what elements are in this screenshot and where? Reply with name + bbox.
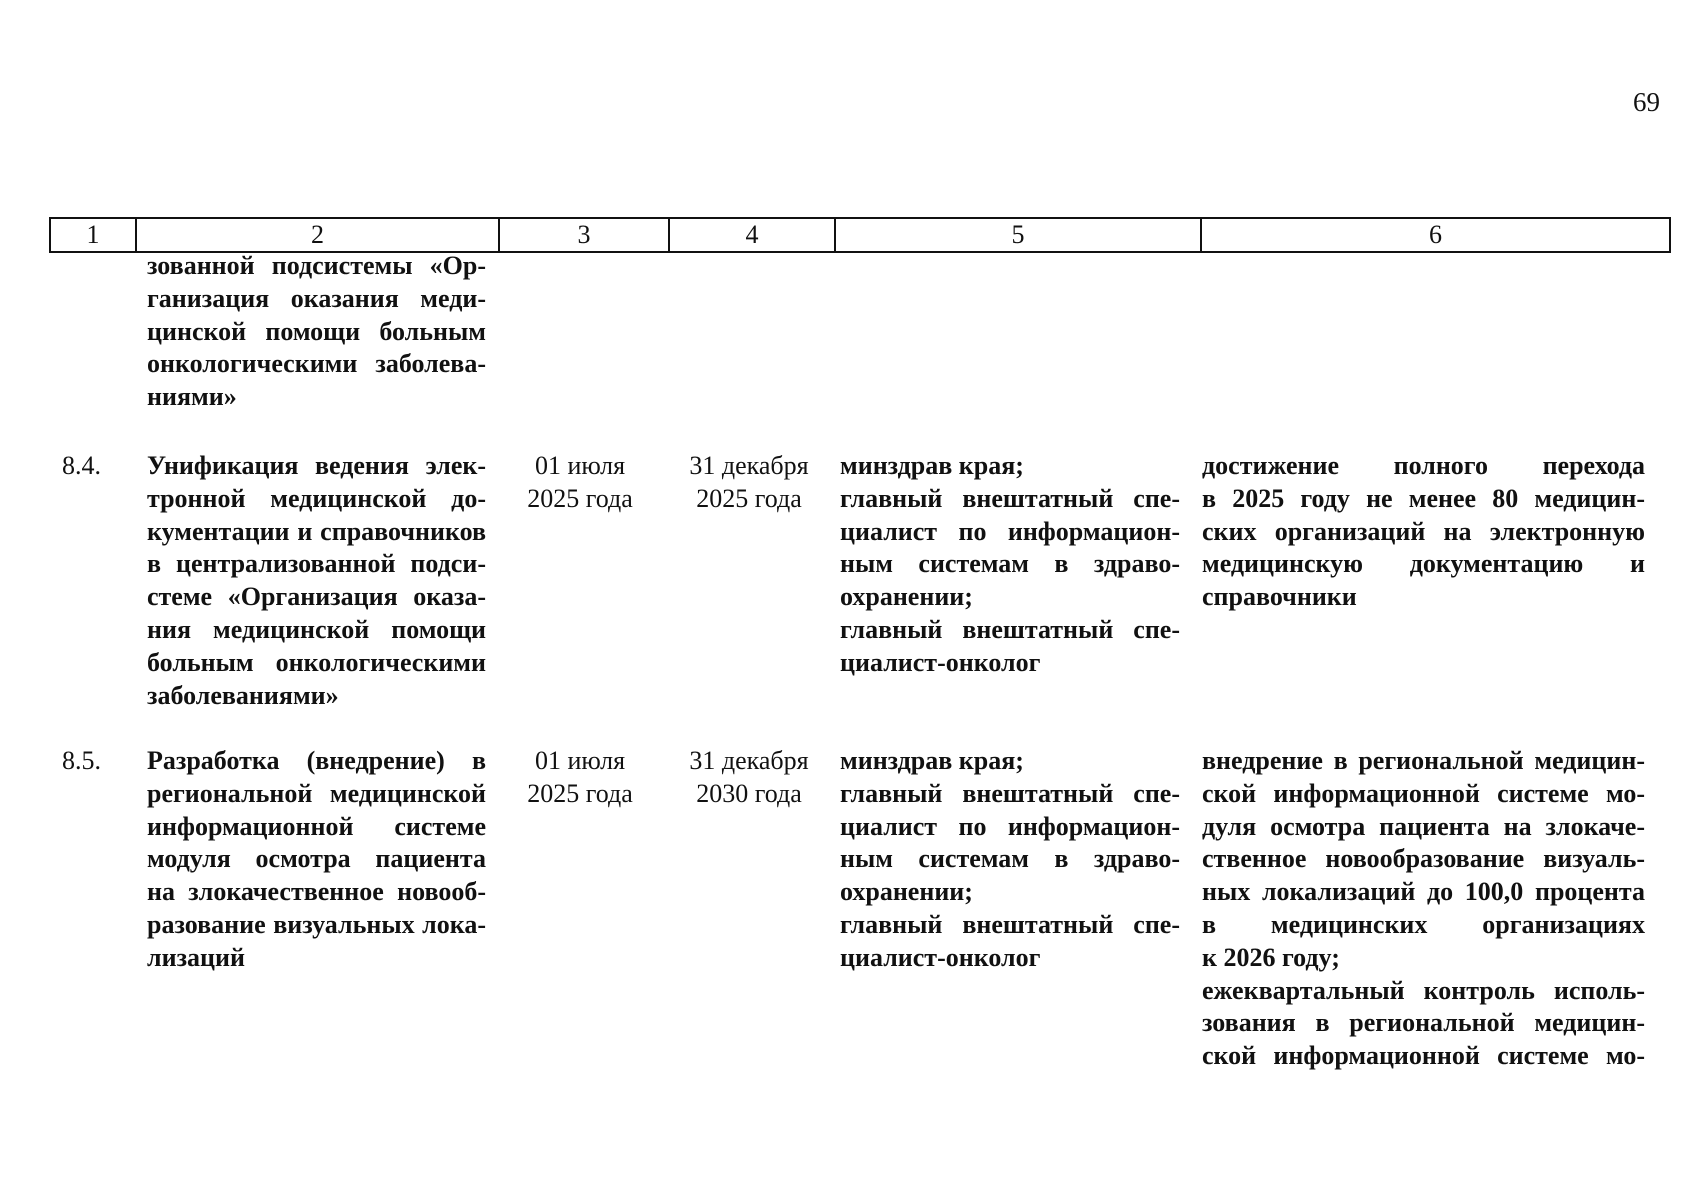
text-line: ным системам в здраво-: [840, 549, 1180, 579]
header-col-1: 1: [50, 218, 136, 252]
text-line: лизаций: [147, 942, 245, 972]
text-line: ным системам в здраво-: [840, 844, 1180, 874]
text-line: разование визуальных лока-: [147, 909, 486, 939]
text-line: достижение полного перехода: [1202, 451, 1645, 480]
text-line: на злокачественное новооб-: [147, 877, 486, 907]
text-line: ственное новообразование визуаль-: [1202, 844, 1645, 874]
text-line: ния медицинской помощи: [147, 614, 486, 644]
row-8-4-start-date: [500, 450, 660, 516]
text-line: ской информационной системе мо-: [1202, 1041, 1645, 1071]
text-line: в централизованной подси-: [147, 549, 486, 579]
row-number: 8.4.: [62, 451, 101, 480]
text-line: зования в региональной медицин-: [1202, 1008, 1645, 1038]
text-line: ных локализаций до 100,0 процента: [1202, 877, 1645, 907]
text-line: цинской помощи больным: [147, 316, 486, 346]
text-line: 01 июля: [534, 746, 626, 775]
text-line: справочники: [1202, 582, 1357, 612]
text-line: информационной системе: [147, 811, 486, 841]
text-line: 31 декабря: [689, 746, 809, 775]
table-header: [49, 217, 1671, 253]
text-line: 31 декабря: [689, 451, 809, 480]
row-8-5-start-date: [500, 745, 660, 811]
text-line: главный внештатный спе-: [840, 909, 1180, 939]
text-line: Разработка (внедрение) в: [147, 746, 486, 775]
row-8-4-end-date: [668, 450, 830, 516]
text-line: больным онкологическими: [147, 647, 486, 677]
text-line: охранении;: [840, 582, 973, 612]
text-line: тронной медицинской до-: [147, 483, 486, 513]
text-line: циалист-онколог: [840, 647, 1041, 677]
text-line: 2025 года: [527, 483, 633, 513]
page-number: 69: [1633, 87, 1660, 117]
text-line: ских организаций на электронную: [1202, 516, 1645, 546]
header-col-3: 3: [499, 218, 669, 252]
header-col-6: 6: [1201, 218, 1670, 252]
text-line: онкологическими заболева-: [147, 349, 486, 379]
text-line: в медицинских организациях: [1202, 909, 1645, 939]
text-line: 01 июля: [534, 451, 626, 480]
text-line: главный внештатный спе-: [840, 614, 1180, 644]
text-line: кументации и справочников: [147, 516, 486, 546]
row-number: 8.5.: [62, 746, 101, 775]
text-line: заболеваниями»: [147, 680, 339, 710]
text-line: 2030 года: [696, 778, 802, 808]
row-8-5-description: [147, 745, 486, 975]
text-line: минздрав края;: [840, 746, 1024, 775]
header-col-5: 5: [835, 218, 1201, 252]
text-line: 2025 года: [527, 778, 633, 808]
text-line: региональной медицинской: [147, 778, 486, 808]
row-8-4-description: [147, 450, 486, 712]
text-line: ской информационной системе мо-: [1202, 778, 1645, 808]
continuation-col2: [147, 250, 486, 414]
row-8-4-result: [1202, 450, 1645, 614]
text-line: Унификация ведения элек-: [147, 451, 486, 480]
text-line: зованной подсистемы «Ор-: [147, 251, 486, 280]
text-line: в 2025 году не менее 80 медицин-: [1202, 483, 1645, 513]
row-8-5-responsible: [840, 745, 1180, 975]
text-line: к 2026 году;: [1202, 942, 1340, 972]
text-line: дуля осмотра пациента на злокаче-: [1202, 811, 1645, 841]
header-col-4: 4: [669, 218, 835, 252]
text-line: циалист по информацион-: [840, 516, 1180, 546]
text-line: охранении;: [840, 877, 973, 907]
text-line: модуля осмотра пациента: [147, 844, 486, 874]
text-line: главный внештатный спе-: [840, 778, 1180, 808]
row-8-5-end-date: [668, 745, 830, 811]
text-line: внедрение в региональной медицин-: [1202, 746, 1645, 775]
text-line: 2025 года: [696, 483, 802, 513]
text-line: циалист-онколог: [840, 942, 1041, 972]
row-8-5-result: [1202, 745, 1645, 1073]
header-row: [50, 218, 1670, 252]
text-line: ниями»: [147, 382, 237, 412]
text-line: стеме «Организация оказа-: [147, 582, 486, 612]
header-col-2: 2: [136, 218, 499, 252]
text-line: главный внештатный спе-: [840, 483, 1180, 513]
text-line: циалист по информацион-: [840, 811, 1180, 841]
text-line: медицинскую документацию и: [1202, 549, 1645, 579]
text-line: ганизация оказания меди-: [147, 283, 486, 313]
row-8-4-responsible: [840, 450, 1180, 680]
text-line: минздрав края;: [840, 451, 1024, 480]
text-line: ежеквартальный контроль исполь-: [1202, 975, 1645, 1005]
